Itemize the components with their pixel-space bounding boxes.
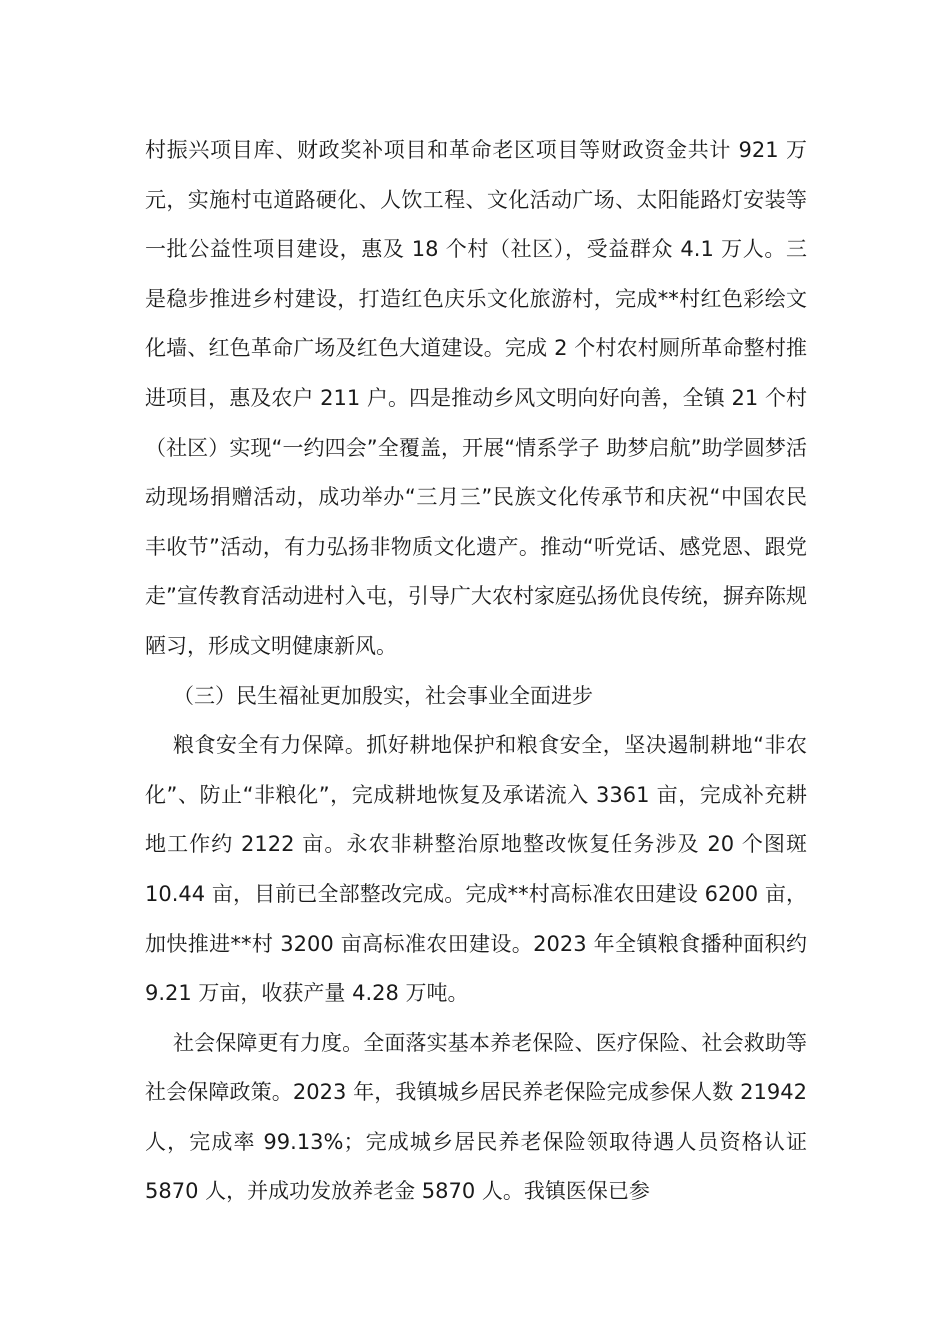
- paragraph-food-security: 粮食安全有力保障。抓好耕地保护和粮食安全，坚决遏制耕地“非农化”、防止“非粮化”，完成耕地恢复及承诺流入 3361 亩，完成补充耕地工作约 2122 亩。永农非耕整治原地整改恢复任务涉及 20 个图斑 10.44 亩，目前已全部整改完成。完成**村高标准农田建设 6200 亩，加快推进**村 3200 亩高标准农田建设。2023 年全镇粮食播种面积约 9.21 万亩，收获产量 4.28 万吨。: [145, 733, 807, 1006]
- section-heading-livelihood: （三）民生福祉更加殷实，社会事业全面进步: [173, 683, 593, 708]
- document-body: [145, 126, 807, 1217]
- paragraph-rural-revitalization: 村振兴项目库、财政奖补项目和革命老区项目等财政资金共计 921 万元，实施村屯道路硬化、人饮工程、文化活动广场、太阳能路灯安装等一批公益性项目建设，惠及 18 个村（社区），受益群众 4.1 万人。三是稳步推进乡村建设，打造红色庆乐文化旅游村，完成**村红色彩绘文化墙、红色革命广场及红色大道建设。完成 2 个村农村厕所革命整村推进项目，惠及农户 211 户。四是推动乡风文明向好向善，全镇 21 个村（社区）实现“一约四会”全覆盖，开展“情系学子 助梦启航”助学圆梦活动现场捐赠活动，成功举办“三月三”民族文化传承节和庆祝“中国农民丰收节”活动，有力弘扬非物质文化遗产。推动“听党话、感党恩、跟党走”宣传教育活动进村入屯，引导广大农村家庭弘扬优良传统，摒弃陈规陋习，形成文明健康新风。: [145, 138, 807, 658]
- paragraph-social-security: 社会保障更有力度。全面落实基本养老保险、医疗保险、社会救助等社会保障政策。2023 年，我镇城乡居民养老保险完成参保人数 21942 人，完成率 99.13%；完成城乡居民养老保险领取待遇人员资格认证 5870 人，并成功发放养老金 5870 人。我镇医保已参: [145, 1030, 807, 1204]
